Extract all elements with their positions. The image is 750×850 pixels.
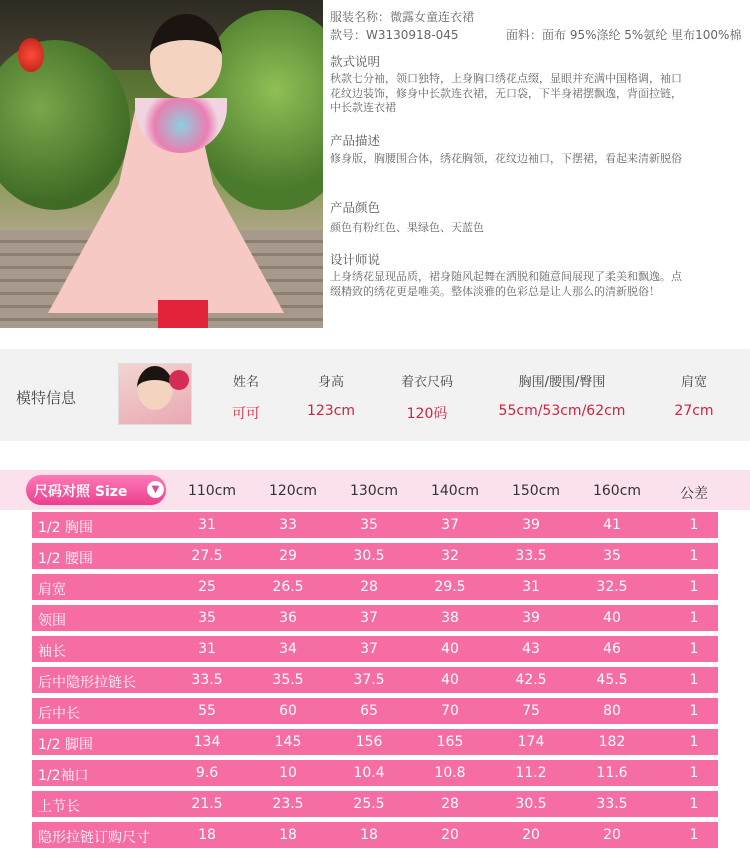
- size-col-header: 160cm: [592, 483, 642, 499]
- table-cell: 39: [522, 610, 540, 626]
- table-cell: 1: [689, 517, 699, 533]
- model-value-size: 120码: [406, 406, 448, 422]
- table-cell: 41: [603, 517, 621, 533]
- table-cell: 20: [522, 827, 540, 843]
- table-cell: 21.5: [191, 796, 223, 812]
- table-cell: 40: [441, 641, 459, 657]
- table-cell: 18: [360, 827, 378, 843]
- section-title-description: 产品描述: [330, 133, 381, 148]
- table-cell: 34: [279, 641, 297, 657]
- table-cell: 182: [598, 734, 626, 750]
- table-cell: 55: [198, 703, 216, 719]
- model-header-shoulder: 肩宽: [680, 375, 708, 390]
- model-thumbnail: [118, 363, 192, 425]
- table-cell: 31: [198, 641, 216, 657]
- table-cell: 145: [274, 734, 302, 750]
- row-label: 肩宽: [38, 582, 66, 598]
- table-cell: 23.5: [272, 796, 304, 812]
- table-cell: 35: [360, 517, 378, 533]
- table-cell: 174: [517, 734, 545, 750]
- table-cell: 70: [441, 703, 459, 719]
- table-row: [32, 667, 718, 693]
- table-row: [32, 512, 718, 538]
- product-sku: 款号：W3130918-045: [330, 28, 459, 42]
- table-cell: 35: [198, 610, 216, 626]
- table-cell: 1: [689, 796, 699, 812]
- row-label: 袖长: [38, 644, 66, 660]
- table-cell: 40: [441, 672, 459, 688]
- table-cell: 28: [441, 796, 459, 812]
- row-label: 1/2 胸围: [38, 520, 93, 536]
- table-cell: 42.5: [515, 672, 547, 688]
- size-col-header: 公差: [680, 486, 708, 502]
- table-cell: 1: [689, 641, 699, 657]
- section-body-description: 修身版，胸腰围合体，绣花胸领，花纹边袖口，下摆裙，看起来清新脱俗: [330, 152, 682, 165]
- table-cell: 20: [441, 827, 459, 843]
- table-cell: 31: [198, 517, 216, 533]
- table-cell: 156: [355, 734, 383, 750]
- table-row: [32, 822, 718, 848]
- table-cell: 75: [522, 703, 540, 719]
- chevron-down-icon[interactable]: ▼: [147, 481, 164, 498]
- table-cell: 29.5: [434, 579, 466, 595]
- model-value-name: 可可: [232, 406, 260, 422]
- table-cell: 39: [522, 517, 540, 533]
- table-cell: 10: [279, 765, 297, 781]
- table-cell: 80: [603, 703, 621, 719]
- table-cell: 26.5: [272, 579, 304, 595]
- table-cell: 18: [279, 827, 297, 843]
- model-value-measurements: 55cm/53cm/62cm: [498, 403, 626, 419]
- table-cell: 9.6: [195, 765, 219, 781]
- model-info-bar: [0, 349, 750, 441]
- table-cell: 40: [603, 610, 621, 626]
- table-row: [32, 543, 718, 569]
- row-label: 上节长: [38, 799, 80, 815]
- section-title-colors: 产品颜色: [330, 200, 381, 215]
- table-cell: 20: [603, 827, 621, 843]
- photo-model-legs: [158, 300, 208, 328]
- table-row: [32, 760, 718, 786]
- row-label: 隐形拉链订购尺寸: [38, 830, 150, 846]
- table-row: [32, 698, 718, 724]
- row-label: 1/2袖口: [38, 768, 89, 784]
- product-photo: [0, 0, 323, 328]
- table-cell: 10.8: [434, 765, 466, 781]
- table-cell: 25: [198, 579, 216, 595]
- model-header-name: 姓名: [232, 375, 260, 390]
- model-thumbnail-head: [137, 366, 173, 410]
- table-cell: 43: [522, 641, 540, 657]
- table-cell: 37: [441, 517, 459, 533]
- table-cell: 30.5: [515, 796, 547, 812]
- model-header-size: 着衣尺码: [400, 375, 454, 390]
- table-cell: 28: [360, 579, 378, 595]
- section-title-style: 款式说明: [330, 54, 381, 69]
- table-cell: 1: [689, 548, 699, 564]
- table-row: [32, 574, 718, 600]
- photo-model-head: [150, 14, 222, 98]
- row-label: 后中隐形拉链长: [38, 675, 136, 691]
- table-cell: 11.6: [596, 765, 628, 781]
- table-cell: 36: [279, 610, 297, 626]
- table-cell: 29: [279, 548, 297, 564]
- table-cell: 46: [603, 641, 621, 657]
- table-cell: 37: [360, 610, 378, 626]
- table-cell: 18: [198, 827, 216, 843]
- model-header-height: 身高: [317, 375, 345, 390]
- table-cell: 35.5: [272, 672, 304, 688]
- size-chart-title: 尺码对照 Size: [34, 484, 128, 500]
- size-col-header: 110cm: [187, 483, 237, 499]
- table-cell: 10.4: [353, 765, 385, 781]
- flower-icon: [169, 370, 189, 390]
- table-cell: 25.5: [353, 796, 385, 812]
- row-label: 1/2 脚围: [38, 737, 93, 753]
- table-cell: 45.5: [596, 672, 628, 688]
- model-value-height: 123cm: [306, 403, 356, 419]
- table-cell: 1: [689, 827, 699, 843]
- table-cell: 33.5: [191, 672, 223, 688]
- table-cell: 1: [689, 579, 699, 595]
- section-body-designer: 上身绣花显现品质，裙身随风起舞在洒脱和随意间展现了柔美和飘逸。点缀精致的绣花更是唯美。整体淡雅的色彩总是让人那么的清新脱俗！: [330, 270, 682, 298]
- table-cell: 31: [522, 579, 540, 595]
- table-cell: 1: [689, 765, 699, 781]
- table-cell: 60: [279, 703, 297, 719]
- row-label: 1/2 腰围: [38, 551, 93, 567]
- table-cell: 1: [689, 734, 699, 750]
- table-cell: 38: [441, 610, 459, 626]
- table-cell: 33.5: [515, 548, 547, 564]
- table-cell: 65: [360, 703, 378, 719]
- row-label: 领围: [38, 613, 66, 629]
- table-cell: 35: [603, 548, 621, 564]
- model-value-shoulder: 27cm: [674, 403, 714, 419]
- table-cell: 32: [441, 548, 459, 564]
- section-body-colors: 颜色有粉红色、果绿色、天蓝色: [330, 221, 484, 234]
- table-row: [32, 636, 718, 662]
- table-cell: 30.5: [353, 548, 385, 564]
- table-cell: 1: [689, 610, 699, 626]
- table-row: [32, 791, 718, 817]
- table-cell: 11.2: [515, 765, 547, 781]
- table-cell: 27.5: [191, 548, 223, 564]
- model-header-measurements: 胸围/腰围/臀围: [518, 375, 606, 390]
- section-title-designer: 设计师说: [330, 252, 381, 267]
- size-col-header: 140cm: [430, 483, 480, 499]
- size-col-header: 150cm: [511, 483, 561, 499]
- size-col-header: 120cm: [268, 483, 318, 499]
- row-label: 后中长: [38, 706, 80, 722]
- size-col-header: 130cm: [349, 483, 399, 499]
- table-cell: 165: [436, 734, 464, 750]
- table-cell: 32.5: [596, 579, 628, 595]
- section-body-style: 秋款七分袖，领口独特，上身胸口绣花点缀，显眼并充满中国格调，袖口花纹边装饰，修身中长款连衣裙，无口袋，下半身裙摆飘逸，背面拉链，中长款连衣裙: [330, 72, 682, 114]
- table-cell: 1: [689, 672, 699, 688]
- model-info-label: 模特信息: [16, 389, 77, 407]
- table-cell: 1: [689, 703, 699, 719]
- product-fabric: 面料：面布 95%涤纶 5%氨纶 里布100%棉: [506, 28, 742, 42]
- product-name: 服装名称：微露女童连衣裙: [330, 10, 475, 24]
- table-row: [32, 605, 718, 631]
- table-row: [32, 729, 718, 755]
- photo-lantern: [18, 38, 44, 72]
- table-cell: 33: [279, 517, 297, 533]
- table-cell: 134: [193, 734, 221, 750]
- table-cell: 33.5: [596, 796, 628, 812]
- table-cell: 37.5: [353, 672, 385, 688]
- table-cell: 37: [360, 641, 378, 657]
